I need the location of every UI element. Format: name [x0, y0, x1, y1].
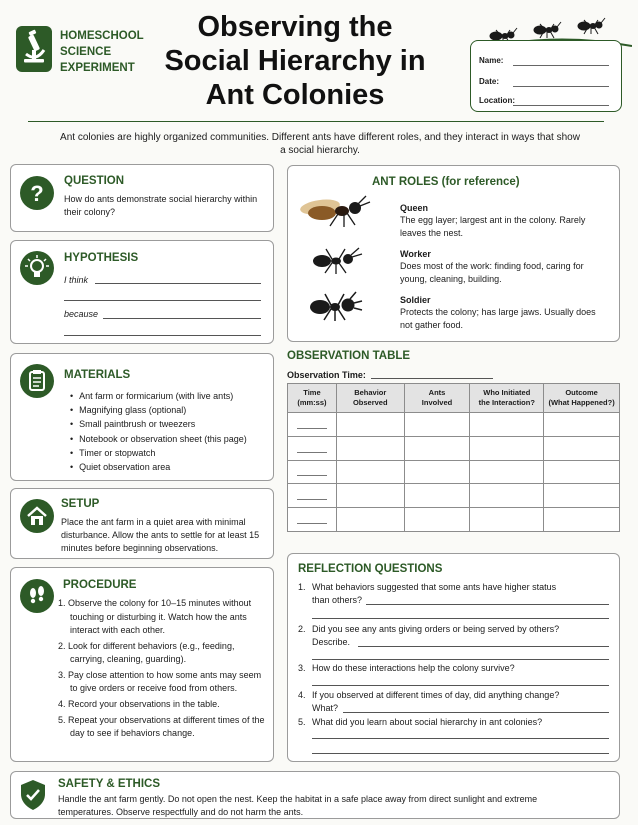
house-icon — [20, 499, 54, 533]
safety-title: SAFETY & ETHICS — [58, 778, 161, 790]
because-label: because — [64, 309, 99, 319]
i-think-label: I think — [64, 275, 89, 285]
table-row — [288, 484, 620, 508]
reflection-title: REFLECTION QUESTIONS — [298, 563, 443, 575]
question-text: Did you see any ants giving orders or being served by others? — [312, 624, 560, 634]
name-label: Name: — [479, 56, 504, 65]
table-row — [288, 508, 620, 532]
role-desc: The egg layer; largest ant in the colony. Rarely leaves the nest. — [400, 215, 586, 238]
header-divider — [28, 121, 604, 122]
answer-line[interactable] — [312, 753, 609, 754]
reflection-card — [287, 553, 620, 762]
answer-line[interactable] — [366, 604, 609, 605]
question-title: QUESTION — [64, 175, 125, 187]
answer-line[interactable] — [358, 646, 609, 647]
hypothesis-title: HYPOTHESIS — [64, 252, 139, 264]
setup-title: SETUP — [61, 498, 100, 510]
question-text: What behaviors suggested that some ants have higher status — [312, 582, 557, 592]
procedure-steps — [58, 597, 268, 743]
observation-time-label: Observation Time: — [287, 370, 366, 380]
safety-card — [10, 771, 620, 819]
role-desc: Protects the colony; has large jaws. Usually does not gather food. — [400, 307, 596, 330]
question-text: How do these interactions help the colony survive? — [312, 663, 515, 673]
shield-check-icon — [19, 778, 47, 812]
question-number: 4. — [298, 690, 306, 700]
materials-title: MATERIALS — [64, 369, 131, 381]
soldier-ant-icon — [310, 291, 366, 323]
list-item: • Magnifying glass (optional) — [70, 403, 247, 417]
intro-text: Ant colonies are highly organized communities. Different ants have different roles, and they interact in ways that show a social hierarchy. — [60, 132, 580, 156]
location-label: Location: — [479, 96, 515, 105]
question-cont: What? — [312, 703, 339, 713]
list-item: 3. Pay close attention to how some ants may seem to give orders or receive food from others. — [58, 669, 262, 694]
answer-line[interactable] — [312, 738, 609, 739]
question-text: If you observed at different times of day, did anything change? — [312, 690, 560, 700]
footprints-icon — [20, 579, 54, 613]
column-header: Outcome (What Happened?) — [544, 384, 620, 413]
queen-ant-icon — [300, 192, 376, 232]
worker-ant-icon — [312, 246, 364, 276]
lightbulb-icon — [20, 251, 54, 285]
materials-card — [10, 353, 274, 481]
location-field[interactable] — [513, 105, 609, 106]
hypothesis-line-1[interactable] — [95, 283, 261, 284]
table-row — [288, 436, 620, 460]
question-number: 2. — [298, 624, 306, 634]
clipboard-icon — [20, 364, 54, 398]
hypothesis-line-2[interactable] — [64, 300, 261, 301]
setup-text: Place the ant farm in a quiet area with minimal disturbance. Allow the ants to settle for at least 15 minutes before beginning observations. — [61, 517, 260, 553]
observation-time-field[interactable] — [371, 378, 493, 379]
logo-text: HOMESCHOOL SCIENCE EXPERIMENT — [60, 30, 144, 74]
answer-line[interactable] — [312, 685, 609, 686]
procedure-card — [10, 567, 274, 762]
role-name: Queen — [400, 203, 429, 213]
column-header: Ants Involved — [404, 384, 470, 413]
observation-title: OBSERVATION TABLE — [287, 350, 411, 362]
question-icon — [20, 176, 54, 210]
safety-text: Handle the ant farm gently. Do not open the nest. Keep the habitat in a safe place away from direct sunlight and extreme temperatures. Observe respectfully and do not harm the ants. — [58, 794, 538, 817]
microscope-logo-icon — [16, 26, 52, 72]
list-item: • Notebook or observation sheet (this page) — [70, 432, 247, 446]
column-header: Time (mm:ss) — [288, 384, 337, 413]
question-number: 1. — [298, 582, 306, 592]
ant-roles-title: ANT ROLES (for reference) — [372, 176, 520, 188]
name-field[interactable] — [513, 65, 609, 66]
hypothesis-line-3[interactable] — [103, 318, 261, 319]
date-field[interactable] — [513, 86, 609, 87]
hypothesis-card — [10, 240, 274, 344]
answer-line[interactable] — [312, 618, 609, 619]
list-item: • Ant farm or formicarium (with live ants) — [70, 389, 247, 403]
column-header: Who Initiated the Interaction? — [470, 384, 544, 413]
list-item: • Quiet observation area — [70, 460, 247, 474]
question-number: 3. — [298, 663, 306, 673]
question-text: How do ants demonstrate social hierarchy within their colony? — [64, 194, 258, 217]
question-number: 5. — [298, 717, 306, 727]
procedure-title: PROCEDURE — [63, 579, 137, 591]
role-name: Worker — [400, 249, 431, 259]
list-item: • Timer or stopwatch — [70, 446, 247, 460]
materials-list — [70, 389, 247, 474]
svg-text:?: ? — [30, 181, 44, 206]
ant-roles-card — [287, 165, 620, 342]
question-text: What did you learn about social hierarchy in ant colonies? — [312, 717, 543, 727]
table-row — [288, 460, 620, 484]
question-cont: Describe. — [312, 637, 351, 647]
hypothesis-line-4[interactable] — [64, 335, 261, 336]
table-row — [288, 413, 620, 437]
question-cont: than others? — [312, 595, 363, 605]
column-header: Behavior Observed — [336, 384, 404, 413]
page-title: Observing the Social Hierarchy in Ant Colonies — [164, 11, 426, 111]
role-name: Soldier — [400, 295, 431, 305]
list-item: 4. Record your observations in the table. — [58, 699, 220, 710]
setup-card — [10, 488, 274, 559]
role-desc: Does most of the work: finding food, caring for young, cleaning, building. — [400, 261, 584, 284]
student-info-box — [470, 40, 622, 112]
question-card — [10, 164, 274, 232]
list-item: • Small paintbrush or tweezers — [70, 417, 247, 431]
list-item: 1. Observe the colony for 10–15 minutes without touching or disturbing it. Watch how the ants interact with each other. — [58, 598, 252, 635]
answer-line[interactable] — [312, 659, 609, 660]
list-item: 5. Repeat your observations at different times of the day to see if behaviors change. — [58, 714, 265, 739]
date-label: Date: — [479, 77, 500, 86]
answer-line[interactable] — [343, 712, 609, 713]
list-item: 2. Look for different behaviors (e.g., feeding, carrying, cleaning, guarding). — [58, 640, 235, 665]
observation-table — [287, 383, 620, 532]
